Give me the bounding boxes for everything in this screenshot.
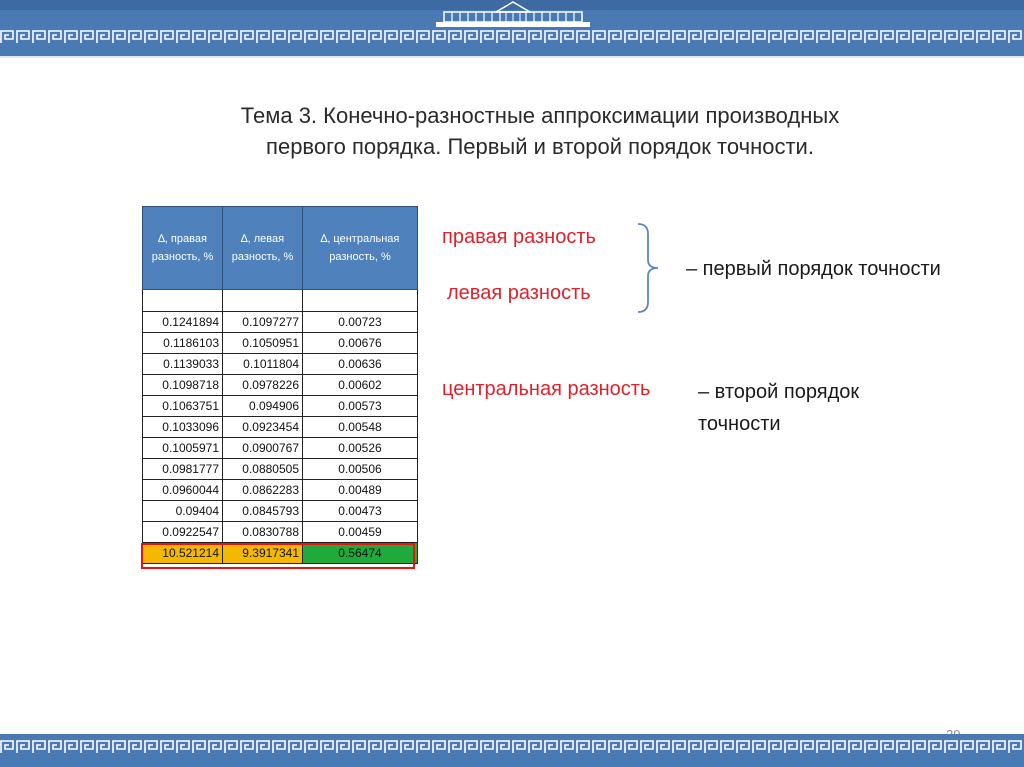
table-cell xyxy=(143,290,223,312)
header-left-difference: ∆, левая разность, % xyxy=(223,207,303,290)
building-logo-icon xyxy=(436,0,590,28)
table-cell: 0.1139033 xyxy=(143,354,223,375)
header-divider xyxy=(0,56,1024,58)
table-cell: 0.1098718 xyxy=(143,375,223,396)
table-cell xyxy=(223,290,303,312)
table-cell: 0.00723 xyxy=(303,312,418,333)
error-table xyxy=(142,206,418,564)
greek-key-border-top xyxy=(0,30,1024,44)
table-cell: 0.0900767 xyxy=(223,438,303,459)
table-cell: 0.00526 xyxy=(303,438,418,459)
table-cell: 0.1005971 xyxy=(143,438,223,459)
slide-title xyxy=(160,100,920,162)
greek-key-border-bottom xyxy=(0,740,1024,754)
table-cell: 0.1033096 xyxy=(143,417,223,438)
table-cell: 0.1063751 xyxy=(143,396,223,417)
table-row xyxy=(143,333,418,354)
table-cell: 0.0978226 xyxy=(223,375,303,396)
table-row xyxy=(143,354,418,375)
table-cell xyxy=(303,290,418,312)
table-cell: 0.1097277 xyxy=(223,312,303,333)
table-cell: 0.1241894 xyxy=(143,312,223,333)
title-line-1: Тема 3. Конечно-разностные аппроксимации производных xyxy=(240,103,840,128)
label-central-difference: центральная разность xyxy=(442,378,651,400)
table-cell: 0.0862283 xyxy=(223,480,303,501)
table-cell: 0.00506 xyxy=(303,459,418,480)
table-row xyxy=(143,375,418,396)
table-cell: 0.0830788 xyxy=(223,522,303,543)
label-right-difference: правая разность xyxy=(442,226,596,248)
table-cell: 0.09404 xyxy=(143,501,223,522)
table-body xyxy=(143,290,418,564)
label-second-order-line2: точности xyxy=(698,413,781,435)
table-cell: 0.00489 xyxy=(303,480,418,501)
table-cell: 0.0845793 xyxy=(223,501,303,522)
table-cell: 0.00636 xyxy=(303,354,418,375)
header-central-difference: ∆, центральная разность, % xyxy=(303,207,418,290)
table-row-empty xyxy=(143,290,418,312)
table-row xyxy=(143,501,418,522)
table-cell: 0.00548 xyxy=(303,417,418,438)
brace-icon xyxy=(636,222,666,314)
table-cell: 0.0923454 xyxy=(223,417,303,438)
table-row xyxy=(143,396,418,417)
summary-cell-right: 10.521214 xyxy=(143,543,223,564)
table-cell: 0.0880505 xyxy=(223,459,303,480)
table-cell: 0.094906 xyxy=(223,396,303,417)
label-second-order xyxy=(698,376,859,440)
table-row xyxy=(143,459,418,480)
table-cell: 0.00602 xyxy=(303,375,418,396)
table-cell: 0.00459 xyxy=(303,522,418,543)
label-second-order-line1: – второй порядок xyxy=(698,381,860,403)
table-cell: 0.00573 xyxy=(303,396,418,417)
summary-cell-central: 0.56474 xyxy=(303,543,418,564)
table-cell: 0.1050951 xyxy=(223,333,303,354)
table-cell: 0.0981777 xyxy=(143,459,223,480)
table-row xyxy=(143,312,418,333)
table-cell: 0.1186103 xyxy=(143,333,223,354)
table-cell: 0.0960044 xyxy=(143,480,223,501)
table-cell: 0.00676 xyxy=(303,333,418,354)
table-row xyxy=(143,522,418,543)
table-row-summary xyxy=(143,543,418,564)
table-row xyxy=(143,417,418,438)
table-cell: 0.1011804 xyxy=(223,354,303,375)
label-left-difference: левая разность xyxy=(447,282,591,304)
table-cell: 0.0922547 xyxy=(143,522,223,543)
table-cell: 0.00473 xyxy=(303,501,418,522)
summary-cell-left: 9.3917341 xyxy=(223,543,303,564)
table-row xyxy=(143,480,418,501)
table-row xyxy=(143,438,418,459)
header-right-difference: ∆, правая разность, % xyxy=(143,207,223,290)
title-line-2: первого порядка. Первый и второй порядок точности. xyxy=(266,134,814,159)
label-first-order: – первый порядок точности xyxy=(686,258,941,280)
